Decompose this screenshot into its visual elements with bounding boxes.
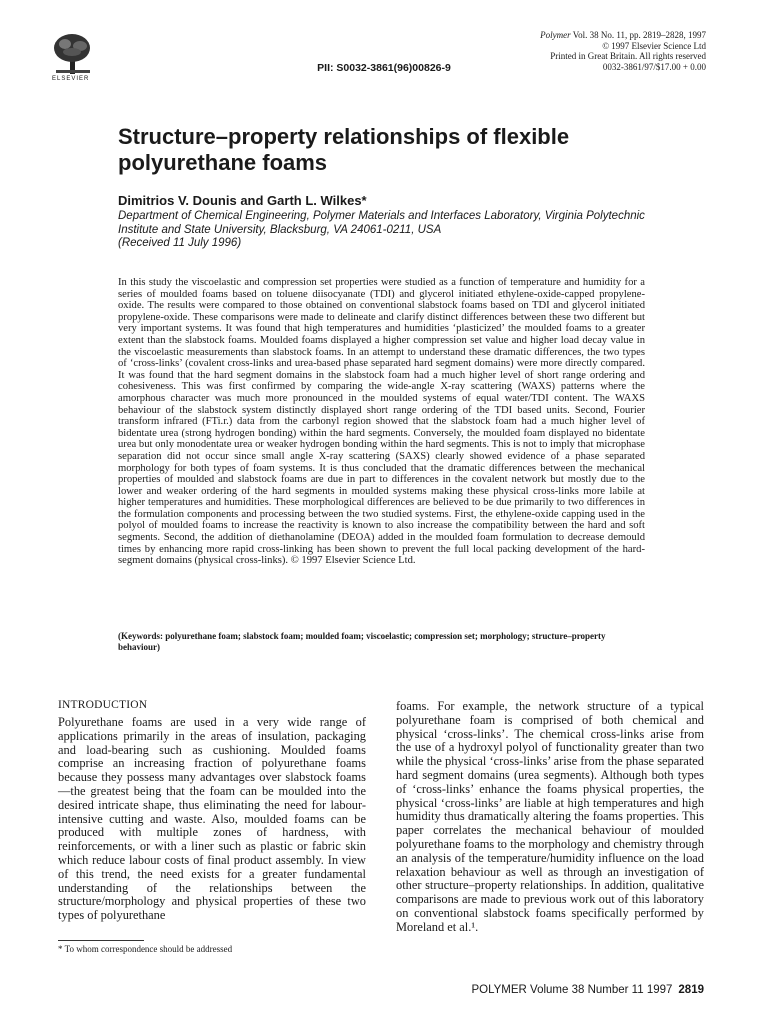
footer-journal: POLYMER Volume 38 Number 11 1997 [471, 984, 673, 996]
article-title: Structure–property relationships of flexible polyurethane foams [118, 124, 570, 175]
issn-line: 0032-3861/97/$17.00 + 0.00 [602, 61, 706, 72]
section-heading-introduction: INTRODUCTION [58, 699, 148, 711]
page-number: 2819 [678, 984, 704, 996]
author-affiliation [118, 210, 678, 251]
page-footer [471, 984, 704, 996]
abstract: In this study the viscoelastic and compression set properties were studied as a function of temperature and humidity for a series of moulded foams based on toluene diisocyanate (TDI) and glycerol initiated ethylene-oxide-capped propylene-oxide. The results were compared to those obtained on conventional slabstock foams based on TDI and glycerol initiated propylene-oxide. These comparisons were made to delineate and clarify distinct differences between these two different but very important systems. It was found that high temperatures and humidities ‘plasticized’ the moulded foams to a greater extent than the slabstock foams. Moulded foams displayed a higher compression set value and higher load decay value in the viscoelastic measurements than slabstock foams. In an attempt to understand these dramatic differences, the two types of ‘cross-links’ (covalent cross-links and urea-based phase separated hard segment domains) were more directly compared. It was found that the hard segment domains in the slabstock foam had a much higher level of short range ordering and cohesiveness. This was first confirmed by comparing the wide-angle X-ray scattering (WAXS) patterns where the amorphous character was much more pronounced in the moulded systems of equal water/TDI content. The WAXS behaviour of the slabstock system distinctly displayed short range ordering of the TDI based units. Second, Fourier transform infrared (FTi.r.) data from the carbonyl region showed that the slabstock foam had a much higher level of bidentate urea (strong hydrogen bonding) within the hard segments. Conversely, the moulded foam displayed no bidentate urea but only monodentate urea or weaker hydrogen bonding within the hard segments. This is not to imply that microphase separation did not occur since small angle X-ray scattering (SAXS) clearly showed evidence of a phase separated morphology for both types of foam systems. It is thus concluded that the dramatic differences between the mechanical properties of moulded and slabstock foams are due in part to differences in the covalent network but mostly due to the lower and weaker ordering of the hard segments in moulded systems making these physical cross-links more labile at higher temperatures and humidities. These morphological differences are believed to be due primarily to two differences in the formulation components and processing between the two studied systems. First, the ethylene-oxide capping used in the polyol of moulded foams to increase the reactivity is known to also increase the compatibility between the hard and soft segments. Second, the addition of diethanolamine (DEOA) added in the moulded foam formulation to decrease demould times by enhancing more rapid cross-linking has been shown to prevent the full local packing development of the hard-segment domains (physical cross-links). © 1997 Elsevier Science Ltd. [118, 277, 645, 567]
journal-ref: Vol. 38 No. 11, pp. 2819–2828, 1997 [570, 30, 706, 40]
pii-identifier: PII: S0032-3861(96)00826-9 [317, 62, 451, 74]
keywords: (Keywords: polyurethane foam; slabstock foam; moulded foam; viscoelastic; compression set; morphology; structure–property behaviour) [118, 631, 606, 652]
journal-reference [540, 30, 706, 41]
footnote: * To whom correspondence should be addressed [58, 944, 233, 954]
publication-info [540, 30, 706, 72]
article-authors: Dimitrios V. Dounis and Garth L. Wilkes* [118, 193, 367, 208]
footnote-divider [58, 940, 144, 941]
body-column-right: foams. For example, the network structure of a typical polyurethane foam is comprised of both chemical and physical ‘cross-links’. The chemical cross-links arise from the use of a hydroxyl polyol of functionality greater than two while the physical ‘cross-links’ arise from the phase separated hard segment domains (urea segments). Although both types of ‘cross-links’ enhance the foams physical properties, the physical ‘cross-links’ are liable at high temperatures and high humidity thus dramatically altering the foams properties. This paper correlates the mechanical behaviour of moulded polyurethane foams to the morphology and chemistry through an analysis of the temperature/humidity influence on the load relaxation behaviour as well as through an investigation of other structure–property relationships. In addition, qualitative comparisons are made to previous work out of this laboratory on conventional slabstock foams specifically performed by Moreland et al.¹. [396, 699, 704, 934]
copyright-line: © 1997 Elsevier Science Ltd [602, 40, 706, 51]
affiliation-text: Department of Chemical Engineering, Polymer Materials and Interfaces Laboratory, Virginia Polytechnic Institute and State University, Blacksburg, VA 24061-0211, USA [118, 210, 645, 236]
journal-name: Polymer [540, 30, 571, 40]
received-date: (Received 11 July 1996) [118, 237, 242, 249]
publisher-logo-text: ELSEVIER [52, 76, 90, 82]
body-column-left: Polyurethane foams are used in a very wide range of applications primarily in the areas of insulation, packaging and load-bearing such as cushioning. Moulded foams comprise an increasing fraction of polyurethane foams because they possess many advantages over slabstock foams—the greatest being that the foam can be moulded into the desired intricate shape, thus eliminating the need for labour-intensive cutting and waste. Also, moulded foams can be produced with multiple zones of hardness, with reinforcements, or with a liner such as plastic or fabric skin which reduce labour costs of final product assembly. In view of this trend, the need exists for a greater fundamental understanding of the relationships between the structure/morphology and physical properties of these two types of polyurethane [58, 715, 366, 923]
printed-line: Printed in Great Britain. All rights reserved [550, 51, 706, 61]
